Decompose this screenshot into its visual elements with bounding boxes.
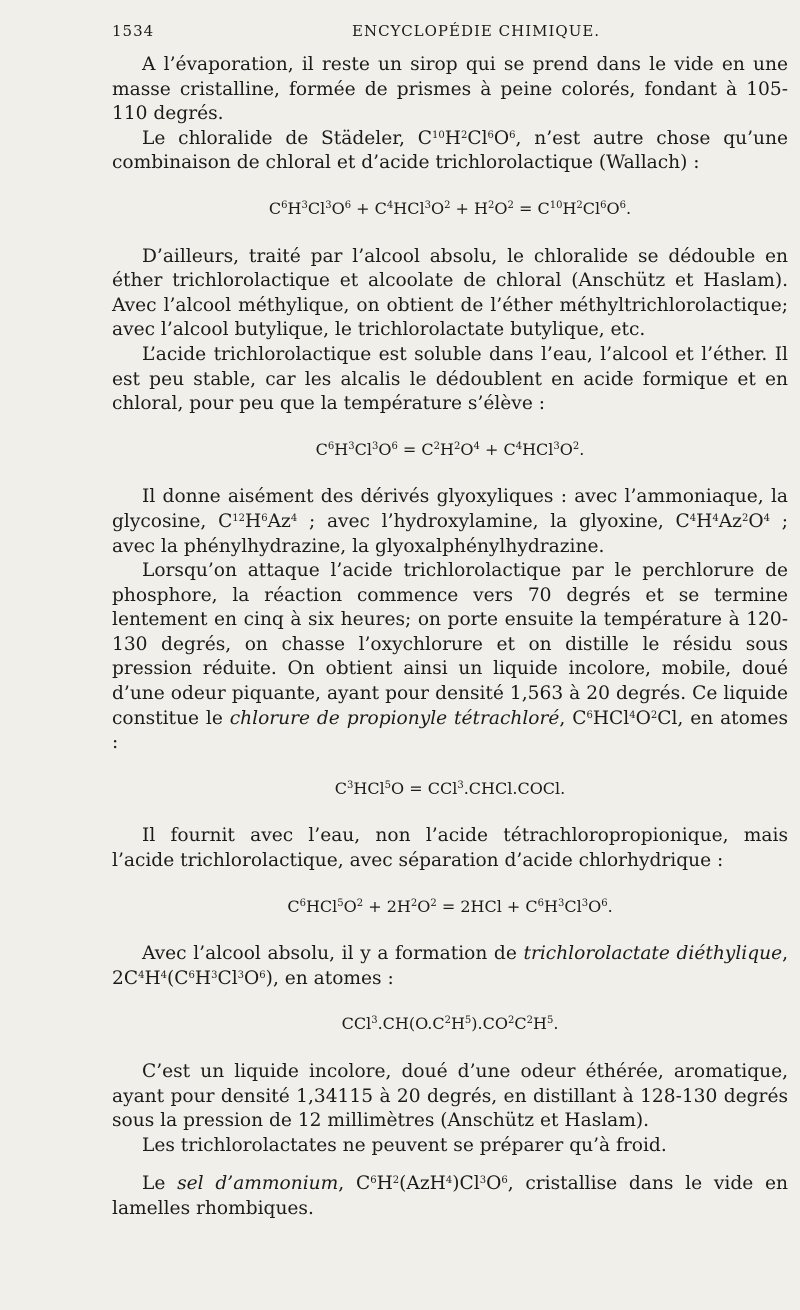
body-text: [112, 53, 788, 1222]
formula: $CCl^3.CH(O.C^2H^5).CO^2C^2H^5$.: [341, 1014, 559, 1034]
formula: $C^3HCl^5O$ = CCl$^3$.CHCl.COCl.: [334, 778, 566, 798]
formula: $C^6H^3Cl^3O^6 = C^2H^2O^4 + C^4HCl^3O^2$.: [315, 439, 585, 459]
paragraph: Il fournit avec l’eau, non l’acide tétrachloropropionique, mais l’acide trichlorolactique, avec séparation d’acide chlorhydrique :: [112, 825, 788, 872]
paragraph: Les trichlorolactates ne peuvent se préparer qu’à froid.: [142, 1134, 667, 1156]
formula: $C^6H^3Cl^3O^6 + C^4HCl^3O^2 + H^2O^2 = C^{10}H^2Cl^6O^6$.: [268, 198, 632, 218]
page-number: 1534: [112, 22, 155, 40]
paragraph: Il donne aisément des dérivés glyoxyliques : avec l’ammoniaque, la glycosine, $C^{12}H^6Az^4$ ; avec l’hydroxylamine, la glyoxine, $C^4H^4Az^2O^4$ ; avec la phénylhydrazine, la glyoxalphénylhydrazine.: [112, 486, 788, 557]
paragraph: A l’évaporation, il reste un sirop qui se prend dans le vide en une masse cristalline, formée de prismes à peine colorés, fondant à 105-110 degrés.: [112, 54, 788, 125]
paragraph: D’ailleurs, traité par l’alcool absolu, le chloralide se dédouble en éther trichlorolactique et alcoolate de chloral (Anschütz et Haslam). Avec l’alcool méthylique, on obtient de l’éther méthyltrichlorolactique; avec l’alcool butylique, le trichlorolactate butylique, etc.: [112, 245, 788, 341]
running-title: ENCYCLOPÉDIE CHIMIQUE.: [352, 22, 601, 40]
paragraph: L’acide trichlorolactique est soluble dans l’eau, l’alcool et l’éther. Il est peu stable, car les alcalis le dédoublent en acide formique et en chloral, pour peu que la température s’élève :: [112, 343, 788, 415]
paragraph: Lorsqu’on attaque l’acide trichlorolactique par le perchlorure de phosphore, la réaction commence vers 70 degrés et se termine lentement en cinq à six heures; on porte ensuite la température à 120-130 degrés, on chasse l’oxychlorure et on distille le résidu sous pression réduite. On obtient ainsi un liquide incolore, mobile, doué d’une odeur piquante, ayant pour densité 1,563 à 20 degrés. Ce liquide constitue le chlorure de propionyle tétrachloré, $C^6HCl^4O^2Cl$, en atomes :: [112, 560, 789, 754]
paragraph: C’est un liquide incolore, doué d’une odeur éthérée, aromatique, ayant pour densité 1,34115 à 20 degrés, en distillant à 128-130 degrés sous la pression de 12 millimètres (Anschütz et Haslam).: [112, 1061, 788, 1132]
paragraph: Avec l’alcool absolu, il y a formation de trichlorolactate diéthylique, $2C^4H^4(C^6H^3Cl^3O^6)$, en atomes :: [112, 943, 789, 989]
paragraph: Le chloralide de Städeler, $C^{10}H^2Cl^6O^6$, n’est autre chose qu’une combinaison de chloral et d’acide trichlorolactique (Wallach) :: [112, 127, 788, 174]
paragraph: Le sel d’ammonium, $C^6H^2(AzH^4)Cl^3O^6$, cristallise dans le vide en lamelles rhombiques.: [112, 1173, 788, 1219]
formula: $C^6HCl^5O^2 + 2H^2O^2 = 2HCl + C^6H^3Cl^3O^6$.: [287, 896, 613, 916]
running-header: [112, 22, 782, 46]
